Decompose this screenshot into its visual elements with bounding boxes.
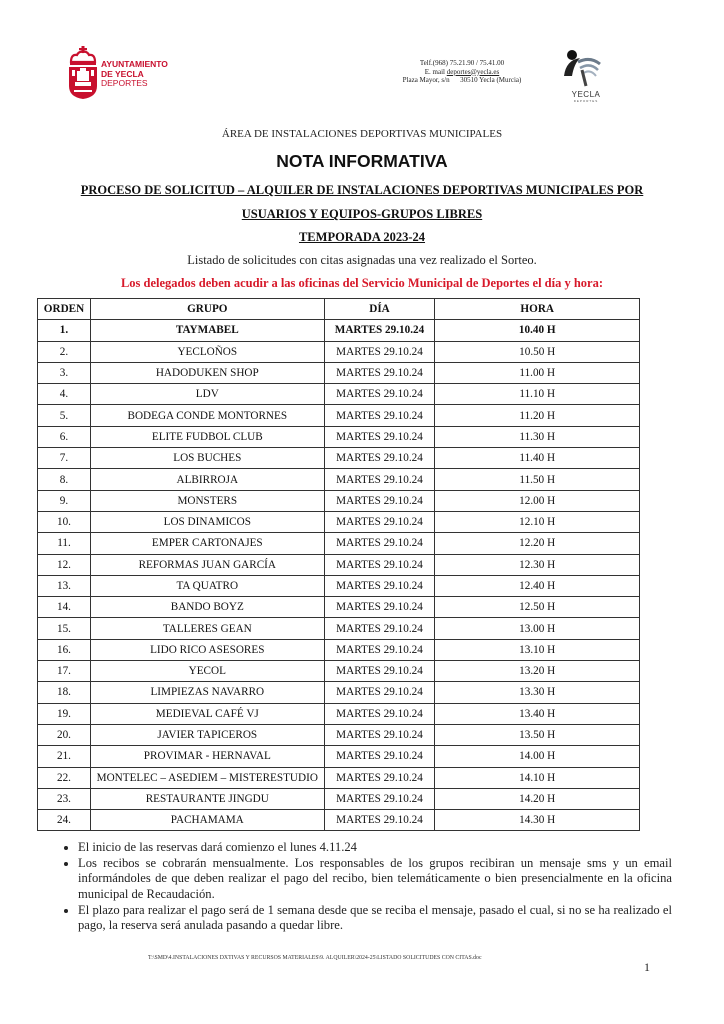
cell-grupo: TAYMABEL	[90, 320, 324, 341]
cell-orden: 7.	[38, 448, 91, 469]
table-row	[38, 639, 640, 660]
cell-dia: MARTES 29.10.24	[324, 703, 435, 724]
cell-dia: MARTES 29.10.24	[324, 554, 435, 575]
cell-grupo: TA QUATRO	[90, 575, 324, 596]
ayuntamiento-logo-text	[101, 60, 168, 89]
table-row	[38, 724, 640, 745]
cell-grupo: LOS BUCHES	[90, 448, 324, 469]
header-orden: ORDEN	[38, 299, 91, 320]
cell-hora: 12.00 H	[435, 490, 640, 511]
cell-hora: 10.50 H	[435, 341, 640, 362]
cell-dia: MARTES 29.10.24	[324, 533, 435, 554]
header-dia: DÍA	[324, 299, 435, 320]
cell-hora: 11.20 H	[435, 405, 640, 426]
cell-hora: 11.00 H	[435, 362, 640, 383]
cell-hora: 13.50 H	[435, 724, 640, 745]
table-row	[38, 575, 640, 596]
cell-grupo: TALLERES GEAN	[90, 618, 324, 639]
cell-dia: MARTES 29.10.24	[324, 405, 435, 426]
cell-hora: 14.20 H	[435, 788, 640, 809]
cell-grupo: MONSTERS	[90, 490, 324, 511]
table-row	[38, 405, 640, 426]
cell-orden: 11.	[38, 533, 91, 554]
cell-orden: 15.	[38, 618, 91, 639]
table-row	[38, 703, 640, 724]
cell-orden: 3.	[38, 362, 91, 383]
header-hora: HORA	[435, 299, 640, 320]
table-row	[38, 788, 640, 809]
table-row	[38, 469, 640, 490]
table-row	[38, 426, 640, 447]
cell-hora: 14.00 H	[435, 746, 640, 767]
cell-orden: 4.	[38, 384, 91, 405]
logo-line-3: DEPORTES	[101, 78, 148, 88]
table-row	[38, 554, 640, 575]
cell-dia: MARTES 29.10.24	[324, 661, 435, 682]
logo-line-1: AYUNTAMIENTO	[101, 59, 168, 69]
cell-dia: MARTES 29.10.24	[324, 575, 435, 596]
cell-dia: MARTES 29.10.24	[324, 597, 435, 618]
cell-dia: MARTES 29.10.24	[324, 810, 435, 831]
cell-dia: MARTES 29.10.24	[324, 426, 435, 447]
cell-hora: 11.30 H	[435, 426, 640, 447]
cell-grupo: LDV	[90, 384, 324, 405]
subtitle-line-1: PROCESO DE SOLICITUD – ALQUILER DE INSTALACIONES DEPORTIVAS MUNICIPALES POR	[80, 183, 644, 197]
cell-hora: 13.40 H	[435, 703, 640, 724]
contact-info	[388, 59, 536, 85]
cell-orden: 8.	[38, 469, 91, 490]
appointments-table	[37, 298, 640, 831]
cell-orden: 19.	[38, 703, 91, 724]
cell-orden: 6.	[38, 426, 91, 447]
cell-orden: 24.	[38, 810, 91, 831]
cell-dia: MARTES 29.10.24	[324, 788, 435, 809]
contact-phone: Telf.(968) 75.21.90 / 75.41.00	[419, 59, 505, 67]
cell-grupo: BODEGA CONDE MONTORNES	[90, 405, 324, 426]
table-row	[38, 448, 640, 469]
yecla-logo-sub: DEPORTES	[573, 99, 599, 103]
cell-orden: 12.	[38, 554, 91, 575]
cell-hora: 14.30 H	[435, 810, 640, 831]
cell-grupo: YECLOÑOS	[90, 341, 324, 362]
cell-hora: 12.20 H	[435, 533, 640, 554]
cell-dia: MARTES 29.10.24	[324, 384, 435, 405]
cell-hora: 14.10 H	[435, 767, 640, 788]
cell-orden: 20.	[38, 724, 91, 745]
cell-hora: 12.40 H	[435, 575, 640, 596]
cell-grupo: MONTELEC – ASEDIEM – MISTERESTUDIO	[90, 767, 324, 788]
yecla-logo-label: YECLA	[571, 90, 601, 99]
intro-text: Listado de solicitudes con citas asignadas una vez realizado el Sorteo.	[187, 253, 537, 267]
cell-orden: 14.	[38, 597, 91, 618]
cell-grupo: LIDO RICO ASESORES	[90, 639, 324, 660]
cell-dia: MARTES 29.10.24	[324, 448, 435, 469]
cell-orden: 5.	[38, 405, 91, 426]
contact-email-label: E. mail	[424, 67, 445, 76]
cell-orden: 13.	[38, 575, 91, 596]
cell-grupo: MEDIEVAL CAFÉ VJ	[90, 703, 324, 724]
cell-dia: MARTES 29.10.24	[324, 639, 435, 660]
cell-grupo: RESTAURANTE JINGDU	[90, 788, 324, 809]
cell-orden: 10.	[38, 511, 91, 532]
cell-dia: MARTES 29.10.24	[324, 682, 435, 703]
table-row	[38, 490, 640, 511]
cell-grupo: LOS DINAMICOS	[90, 511, 324, 532]
cell-hora: 13.00 H	[435, 618, 640, 639]
cell-dia: MARTES 29.10.24	[324, 511, 435, 532]
table-row	[38, 362, 640, 383]
note-item: • El inicio de las reservas dará comienzo el lunes 4.11.24	[78, 840, 672, 855]
contact-email-link[interactable]: deportes@yecla.es	[446, 67, 500, 76]
page-title: NOTA INFORMATIVA	[276, 151, 448, 171]
table-row	[38, 682, 640, 703]
cell-orden: 18.	[38, 682, 91, 703]
cell-orden: 22.	[38, 767, 91, 788]
cell-grupo: EMPER CARTONAJES	[90, 533, 324, 554]
cell-dia: MARTES 29.10.24	[324, 362, 435, 383]
cell-grupo: PACHAMAMA	[90, 810, 324, 831]
cell-dia: MARTES 29.10.24	[324, 618, 435, 639]
cell-hora: 13.30 H	[435, 682, 640, 703]
cell-grupo: ELITE FUDBOL CLUB	[90, 426, 324, 447]
logo-line-2: DE YECLA	[101, 68, 144, 79]
cell-dia: MARTES 29.10.24	[324, 490, 435, 511]
cell-grupo: JAVIER TAPICEROS	[90, 724, 324, 745]
table-row	[38, 618, 640, 639]
season-heading: TEMPORADA 2023-24	[298, 230, 426, 244]
cell-dia: MARTES 29.10.24	[324, 746, 435, 767]
cell-grupo: REFORMAS JUAN GARCÍA	[90, 554, 324, 575]
header-grupo: GRUPO	[90, 299, 324, 320]
cell-grupo: YECOL	[90, 661, 324, 682]
notes-list	[56, 840, 672, 934]
note-item: • Los recibos se cobrarán mensualmente. Los responsables de los grupos recibiran un mensaje sms y un email informándoles de que deben realizar el pago del recibo, bien telemáticamente o bien presencialmente en la oficina municipal de Recaudación.	[78, 856, 672, 902]
cell-hora: 11.50 H	[435, 469, 640, 490]
table-row	[38, 661, 640, 682]
cell-orden: 9.	[38, 490, 91, 511]
delegates-notice: Los delegados deben acudir a las oficinas del Servicio Municipal de Deportes el día y hora:	[120, 276, 604, 290]
file-path-footer: T:\SMD\4.INSTALACIONES DXTIVAS Y RECURSOS MATERIALES\9. ALQUILER\2024-25\LISTADO SOLICITUDES CON CITAS.doc	[148, 955, 482, 961]
table-row	[38, 320, 640, 341]
area-heading: ÁREA DE INSTALACIONES DEPORTIVAS MUNICIPALES	[221, 128, 503, 140]
cell-hora: 12.50 H	[435, 597, 640, 618]
cell-orden: 23.	[38, 788, 91, 809]
table-row	[38, 511, 640, 532]
table-header-row	[38, 299, 640, 320]
cell-hora: 10.40 H	[435, 320, 640, 341]
cell-hora: 12.30 H	[435, 554, 640, 575]
cell-hora: 12.10 H	[435, 511, 640, 532]
table-row	[38, 597, 640, 618]
subtitle-line-2: USUARIOS Y EQUIPOS-GRUPOS LIBRES	[241, 207, 483, 221]
page-number: 1	[644, 960, 650, 974]
cell-hora: 13.10 H	[435, 639, 640, 660]
table-row	[38, 341, 640, 362]
cell-orden: 17.	[38, 661, 91, 682]
table-row	[38, 767, 640, 788]
cell-orden: 21.	[38, 746, 91, 767]
cell-grupo: LIMPIEZAS NAVARRO	[90, 682, 324, 703]
table-row	[38, 533, 640, 554]
cell-orden: 2.	[38, 341, 91, 362]
cell-grupo: BANDO BOYZ	[90, 597, 324, 618]
cell-dia: MARTES 29.10.24	[324, 341, 435, 362]
athlete-figure-icon	[556, 46, 612, 90]
table-row	[38, 746, 640, 767]
note-item: • El plazo para realizar el pago será de 1 semana desde que se reciba el mensaje, pasado el cual, si no se ha realizado el pago, la reserva será anulada pasando a quedar libre.	[78, 903, 672, 933]
table-row	[38, 810, 640, 831]
cell-dia: MARTES 29.10.24	[324, 724, 435, 745]
cell-dia: MARTES 29.10.24	[324, 767, 435, 788]
cell-dia: MARTES 29.10.24	[324, 469, 435, 490]
table-row	[38, 384, 640, 405]
cell-grupo: PROVIMAR - HERNAVAL	[90, 746, 324, 767]
cell-hora: 11.40 H	[435, 448, 640, 469]
coat-of-arms-icon	[66, 46, 100, 100]
cell-dia: MARTES 29.10.24	[324, 320, 435, 341]
contact-address: Plaza Mayor, s/n 30510 Yecla (Murcia)	[402, 76, 522, 85]
cell-grupo: HADODUKEN SHOP	[90, 362, 324, 383]
contact-email-line	[388, 68, 536, 77]
cell-orden: 1.	[38, 320, 91, 341]
cell-hora: 13.20 H	[435, 661, 640, 682]
cell-grupo: ALBIRROJA	[90, 469, 324, 490]
cell-hora: 11.10 H	[435, 384, 640, 405]
cell-orden: 16.	[38, 639, 91, 660]
